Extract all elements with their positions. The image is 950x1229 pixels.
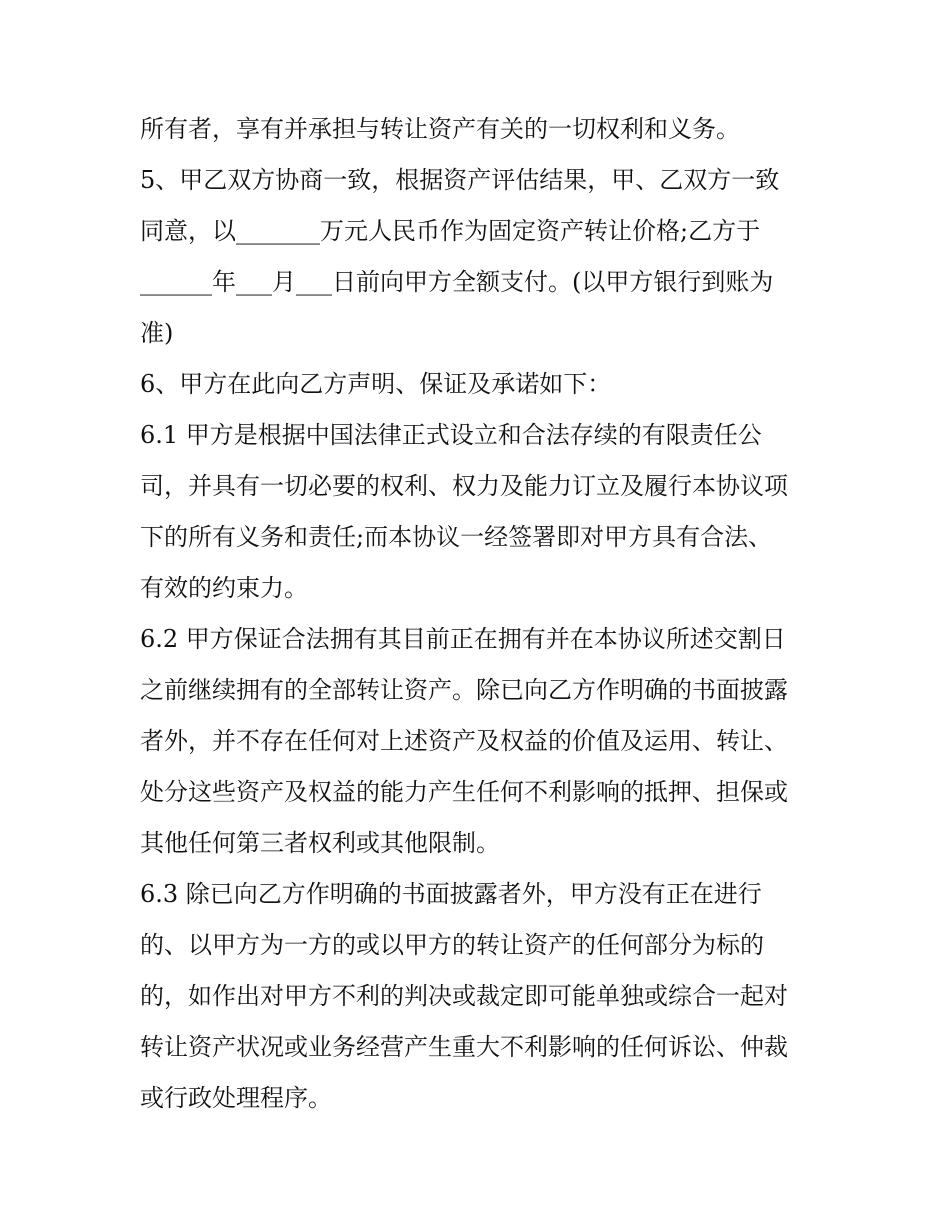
text-line: 6、甲方在此向乙方声明、保证及承诺如下： (140, 370, 612, 398)
text-line: 同意，以_______万元人民币作为固定资产转让价格;乙方于 (140, 217, 761, 245)
text-line: 或行政处理程序。 (140, 1084, 332, 1112)
text-line: 所有者，享有并承担与转让资产有关的一切权利和义务。 (140, 115, 740, 143)
text-line: 5、甲乙双方协商一致，根据资产评估结果，甲、乙双方一致 (140, 166, 780, 194)
text-line: 准) (140, 319, 174, 347)
text-line: 下的所有义务和责任;而本协议一经签署即对甲方具有合法、 (140, 523, 773, 551)
text-line: 6.1 甲方是根据中国法律正式设立和合法存续的有限责任公 (140, 421, 762, 449)
text-line: 6.3 除已向乙方作明确的书面披露者外，甲方没有正在进行 (140, 880, 762, 908)
text-line: ______年___月___日前向甲方全额支付。(以甲方银行到账为 (140, 268, 774, 296)
text-line: 其他任何第三者权利或其他限制。 (140, 829, 500, 857)
text-line: 者外，并不存在任何对上述资产及权益的价值及运用、转让、 (140, 727, 788, 755)
text-line: 之前继续拥有的全部转让资产。除已向乙方作明确的书面披露 (140, 676, 788, 704)
text-line: 转让资产状况或业务经营产生重大不利影响的任何诉讼、仲裁 (140, 1033, 788, 1061)
text-line: 司，并具有一切必要的权利、权力及能力订立及履行本协议项 (140, 472, 788, 500)
text-line: 的、以甲方为一方的或以甲方的转让资产的任何部分为标的 (140, 931, 764, 959)
text-line: 6.2 甲方保证合法拥有其目前正在拥有并在本协议所述交割日 (140, 625, 786, 653)
document-body (140, 104, 840, 1124)
text-line: 的，如作出对甲方不利的判决或裁定即可能单独或综合一起对 (140, 982, 788, 1010)
text-line: 处分这些资产及权益的能力产生任何不利影响的抵押、担保或 (140, 778, 788, 806)
text-line: 有效的约束力。 (140, 574, 308, 602)
